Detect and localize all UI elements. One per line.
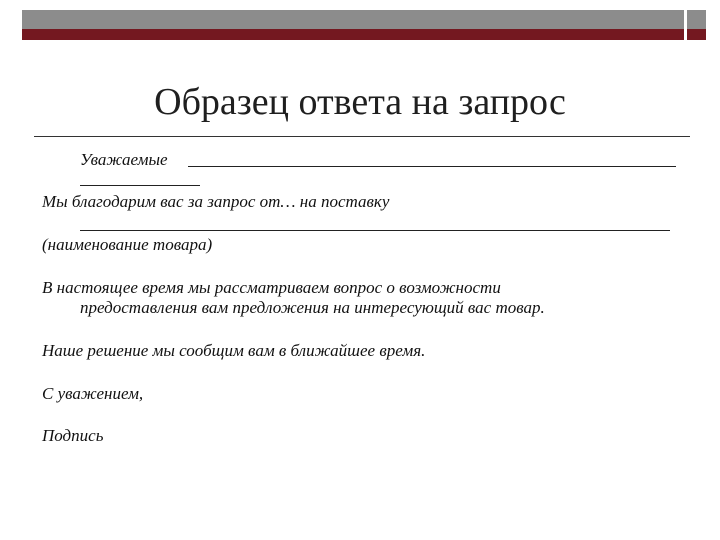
signature-text: Подпись — [42, 426, 104, 445]
closing-text: С уважением, — [42, 384, 144, 403]
greeting-text: Уважаемые — [80, 150, 168, 169]
greeting-blank-line-continued — [80, 185, 200, 186]
corner-square-red — [687, 29, 706, 40]
product-blank-line — [80, 230, 670, 231]
title-divider — [34, 136, 690, 137]
corner-square-gray — [687, 10, 706, 29]
consider-text-line2: предоставления вам предложения на интересующий вас товар. — [80, 298, 545, 317]
top-bar-gray — [22, 10, 684, 29]
greeting-blank-line — [188, 166, 676, 167]
top-bar-red — [22, 29, 684, 40]
item-name-note: (наименование товара) — [42, 235, 213, 254]
slide-title: Образец ответа на запрос — [154, 81, 566, 123]
decision-text: Наше решение мы сообщим вам в ближайшее время. — [42, 341, 426, 360]
thanks-text: Мы благодарим вас за запрос от… на поставку — [42, 192, 390, 211]
consider-text-line1: В настоящее время мы рассматриваем вопрос о возможности — [42, 278, 501, 297]
